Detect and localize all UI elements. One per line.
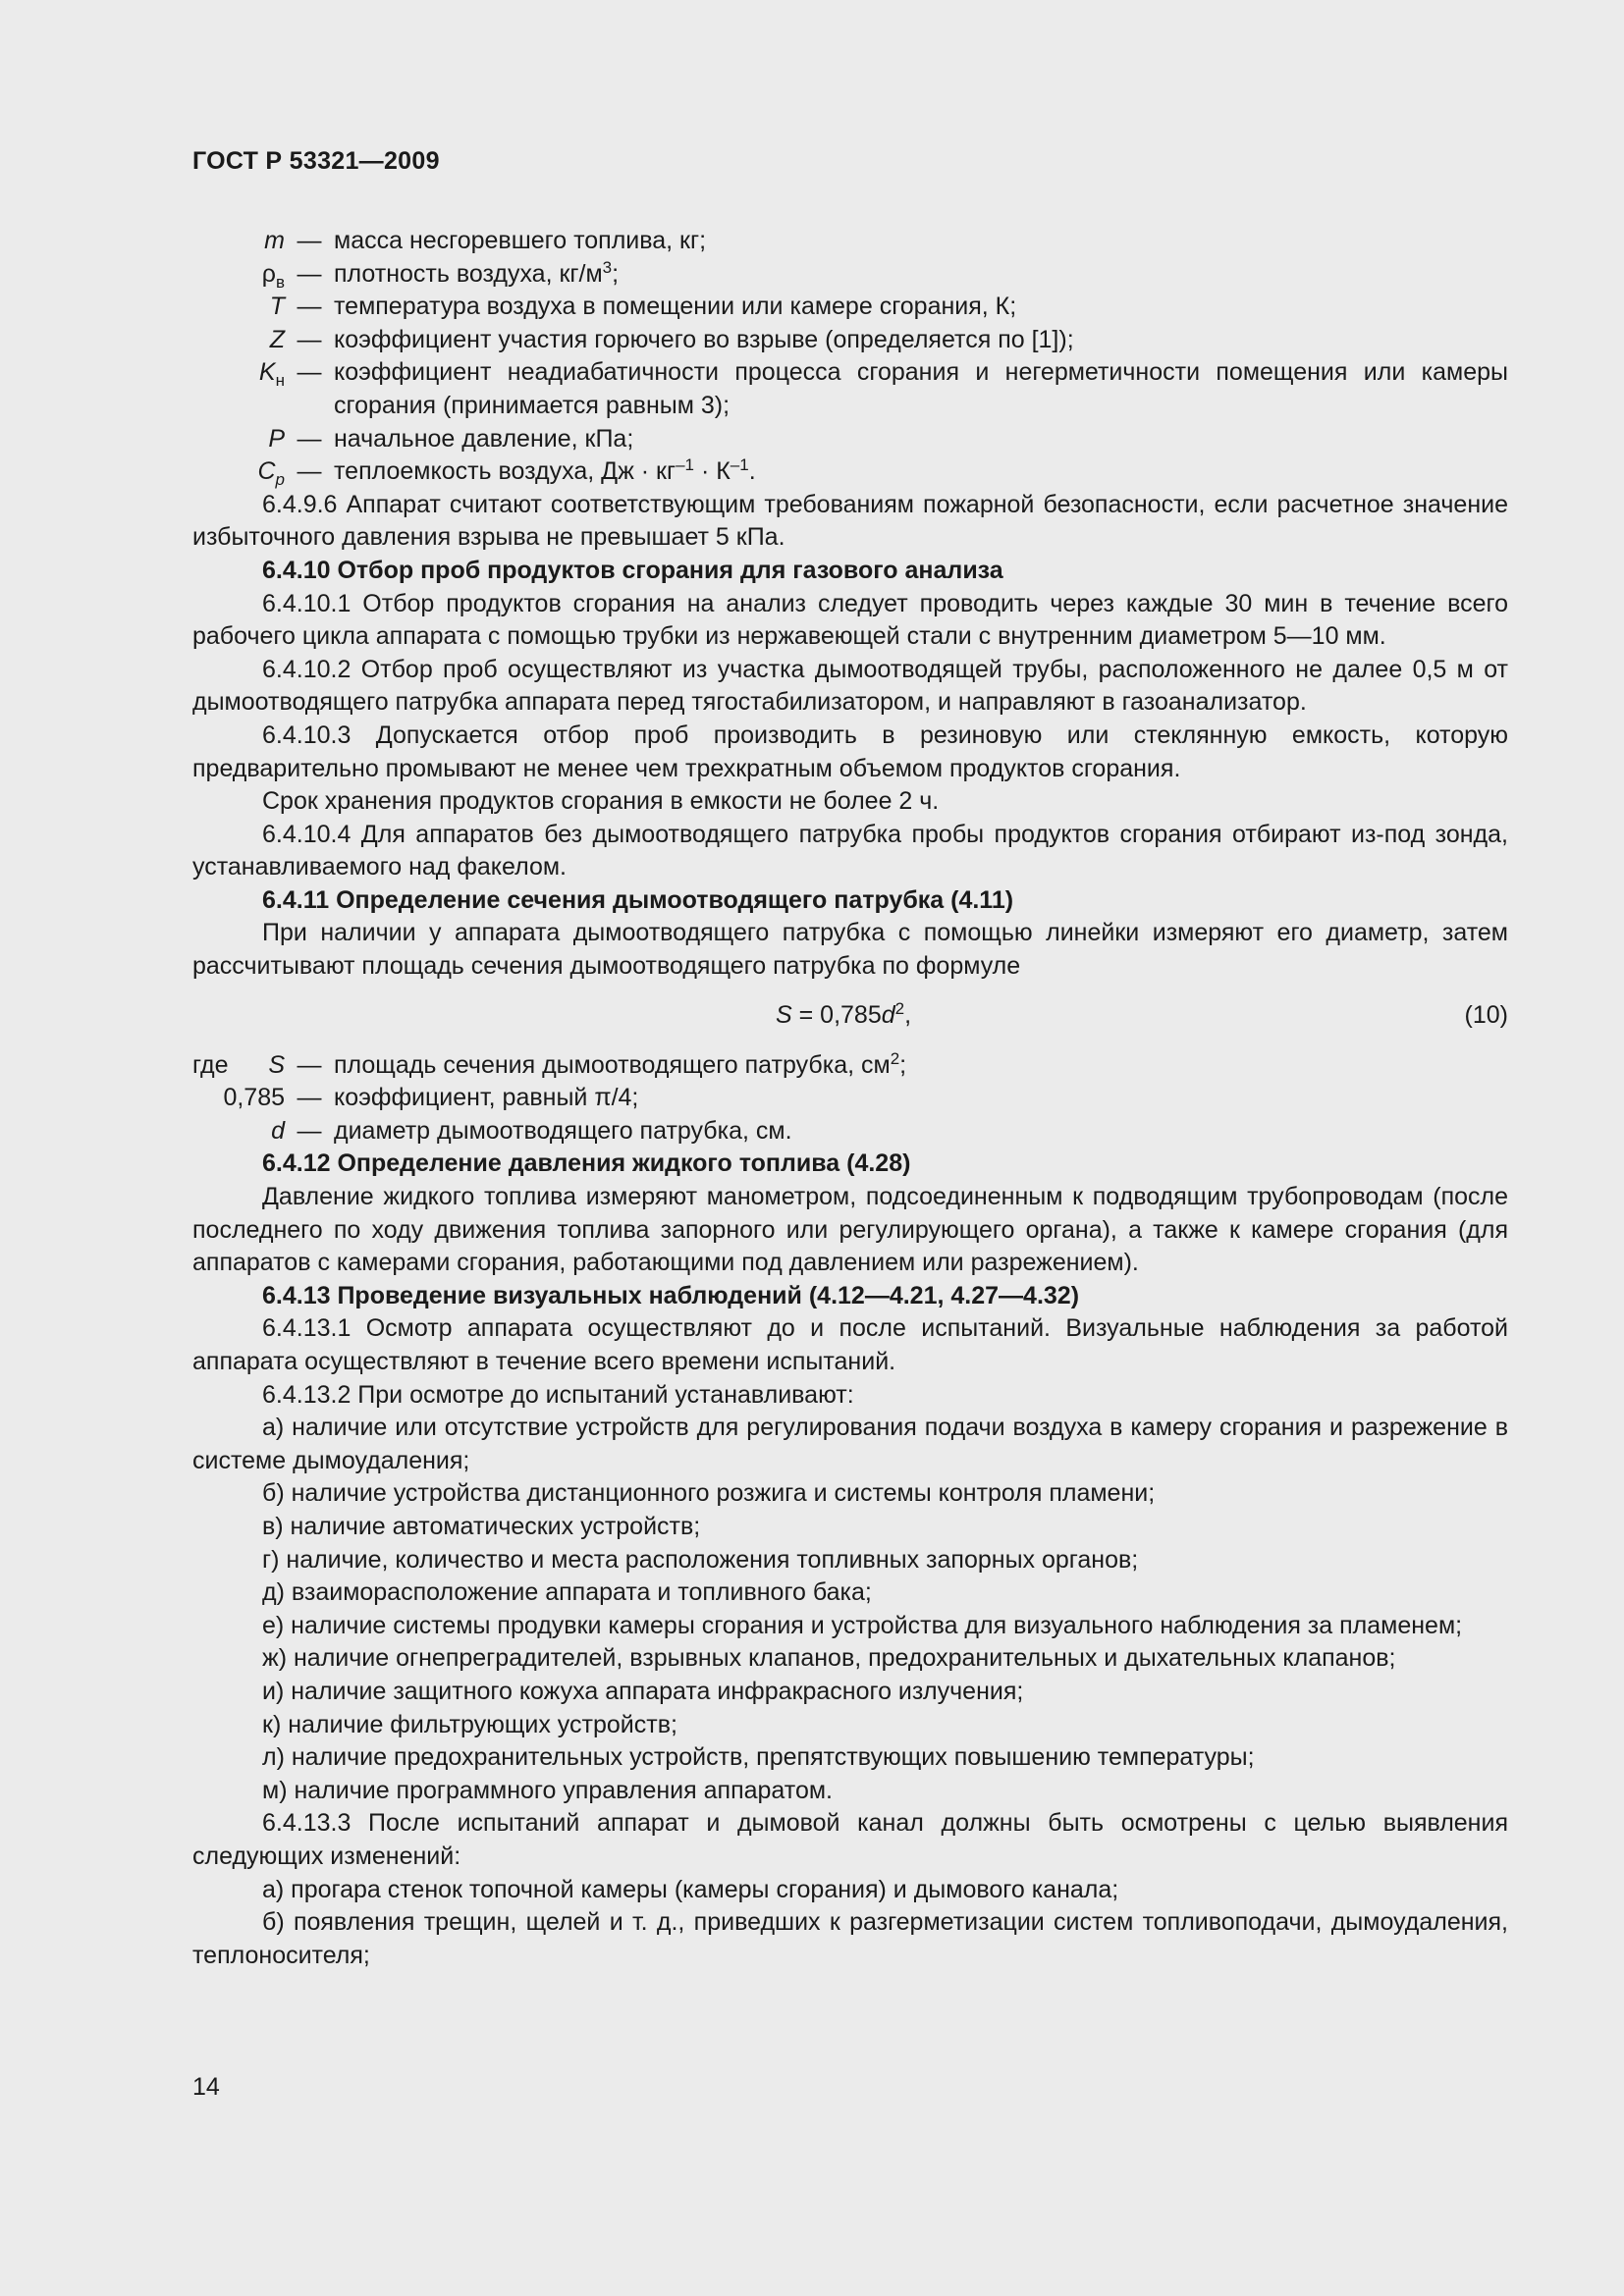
variable-definitions [192,225,1508,489]
section-heading: 6.4.10 Отбор проб продуктов сгорания для газового анализа [262,556,1003,584]
definition-dash: — [297,293,322,321]
paragraph: 6.4.10.3 Допускается отбор проб производить в резиновую или стеклянную емкость, которую предварительно промывают не менее чем трехкратным объемом продуктов сгорания. [192,721,1508,782]
definition-row [192,225,1508,258]
definition-text: теплоемкость воздуха, Дж · $кг^{-1} \cdot К^{-1}$. [334,455,756,486]
definition-text: масса несгоревшего топлива, кг; [334,227,707,254]
list-item: ж) наличие огнепреградителей, взрывных клапанов, предохранительных и дыхательных клапанов; [262,1644,1396,1673]
definition-dash: — [297,1116,322,1145]
paragraph: 6.4.9.6 Аппарат считают соответствующим требованиям пожарной безопасности, если расчетное значение избыточного давления взрыва не превышает 5 кПа. [192,490,1508,552]
definition-dash: — [297,358,322,387]
definition-dash: — [297,325,322,353]
paragraph: При наличии у аппарата дымоотводящего патрубка с помощью линейки измеряют его диаметр, затем рассчитывают площадь сечения дымоотводящего патрубка по формуле [192,919,1508,981]
document-header: ГОСТ Р 53321—2009 [192,147,440,175]
paragraph: Срок хранения продуктов сгорания в емкости не более 2 ч. [262,787,940,816]
formula-10 [192,984,1508,1049]
definition-symbol: $\rho_в$ [261,259,285,292]
page-number: 14 [192,2073,220,2101]
list-item: и) наличие защитного кожуха аппарата инфракрасного излучения; [262,1677,1024,1705]
list-item: л) наличие предохранительных устройств, препятствующих повышению температуры; [262,1743,1255,1772]
paragraph: 6.4.10.2 Отбор проб осуществляют из участка дымоотводящей трубы, расположенного не далее 0,5 м от дымоотводящего патрубка аппарата перед тягостабилизатором, и направляют в газоанализатор. [192,655,1508,717]
definition-symbol: 0,785 [223,1084,285,1112]
list-item: к) наличие фильтрующих устройств; [262,1710,677,1738]
definition-row [192,258,1508,292]
list-item: а) прогара стенок топочной камеры (камеры сгорания) и дымового канала; [262,1875,1119,1903]
paragraph: 6.4.13.1 Осмотр аппарата осуществляют до и после испытаний. Визуальные наблюдения за работой аппарата осуществляют в течение всего времени испытаний. [192,1314,1508,1375]
definition-row [192,1082,1508,1115]
definition-row [192,1115,1508,1148]
section-heading: 6.4.12 Определение давления жидкого топлива (4.28) [262,1149,911,1178]
definition-symbol: $K_н$ [258,358,285,391]
definition-row [192,423,1508,456]
definition-row [192,455,1508,489]
definition-dash: — [297,1084,322,1112]
definition-symbol: T [269,293,285,321]
page-body [192,225,1508,1972]
formula-definitions [192,1049,1508,1148]
list-item: б) наличие устройства дистанционного розжига и системы контроля пламени; [262,1479,1156,1508]
list-item: м) наличие программного управления аппаратом. [262,1776,833,1804]
definition-row [192,356,1508,422]
definition-dash: — [297,1050,322,1079]
definition-symbol: m [264,227,285,254]
section-heading: 6.4.11 Определение сечения дымоотводящего патрубка (4.11) [262,885,1014,914]
list-item: д) взаиморасположение аппарата и топливного бака; [262,1578,872,1607]
definition-text: коэффициент неадиабатичности процесса сгорания и негерметичности помещения или камеры сгорания (принимается равным 3); [334,358,1508,419]
list-item: г) наличие, количество и места расположения топливных запорных органов; [262,1545,1139,1574]
paragraph: Давление жидкого топлива измеряют манометром, подсоединенным к подводящим трубопроводам (после последнего по ходу движения топлива запорного или регулирующего органа), а также к камере сгорания (для аппаратов с камерами сгорания, работающими под давлением или разрежением). [192,1183,1508,1277]
list-item: а) наличие или отсутствие устройств для регулирования подачи воздуха в камеру сгорания и разрежение в системе дымоудаления; [192,1414,1508,1474]
definition-symbol: $C_p$ [257,457,285,490]
definition-text: коэффициент участия горючего во взрыве (определяется по [1]); [334,325,1074,353]
paragraph: 6.4.10.1 Отбор продуктов сгорания на анализ следует проводить через каждые 30 мин в течение всего рабочего цикла аппарата с помощью трубки из нержавеющей стали с внутренним диаметром 5—10 мм. [192,589,1508,651]
definition-text: диаметр дымоотводящего патрубка, см. [334,1116,792,1145]
paragraph: 6.4.13.2 При осмотре до испытаний устанавливают: [262,1380,854,1409]
list-item: е) наличие системы продувки камеры сгорания и устройства для визуального наблюдения за пламенем; [262,1611,1463,1639]
definition-lead: где [192,1050,229,1079]
definition-text: плотность воздуха, $кг/м^3$; [334,257,620,288]
definition-dash: — [297,457,322,486]
definition-symbol: d [271,1116,285,1145]
definition-row [192,291,1508,324]
definition-lead [192,1115,236,1148]
section-heading: 6.4.13 Проведение визуальных наблюдений (4.12—4.21, 4.27—4.32) [262,1281,1080,1309]
paragraph: 6.4.10.4 Для аппаратов без дымоотводящего патрубка пробы продуктов сгорания отбирают из-под зонда, устанавливаемого над факелом. [192,820,1508,881]
definition-dash: — [297,424,322,453]
definition-text: начальное давление, кПа; [334,424,634,453]
definition-text: температура воздуха в помещении или камере сгорания, К; [334,293,1017,321]
list-item: б) появления трещин, щелей и т. д., приведших к разгерметизации систем топливоподачи, дымоудаления, теплоносителя; [192,1908,1508,1969]
definition-symbol: P [268,424,285,453]
definition-text: площадь сечения дымоотводящего патрубка, $см^2$; [334,1048,907,1079]
paragraph: 6.4.13.3 После испытаний аппарат и дымовой канал должны быть осмотрены с целью выявления следующих изменений: [192,1809,1508,1870]
list-item: в) наличие автоматических устройств; [262,1512,701,1540]
definition-row [192,324,1508,357]
formula-number: (10) [1464,1000,1508,1029]
definition-text: коэффициент, равный π/4; [334,1084,639,1112]
formula-expression: $S = 0,785d^2$, [776,998,912,1029]
definition-dash: — [297,227,322,254]
definition-dash: — [297,259,322,288]
definition-symbol: Z [269,325,285,353]
definition-row [192,1049,1508,1083]
definition-symbol: S [268,1050,285,1079]
